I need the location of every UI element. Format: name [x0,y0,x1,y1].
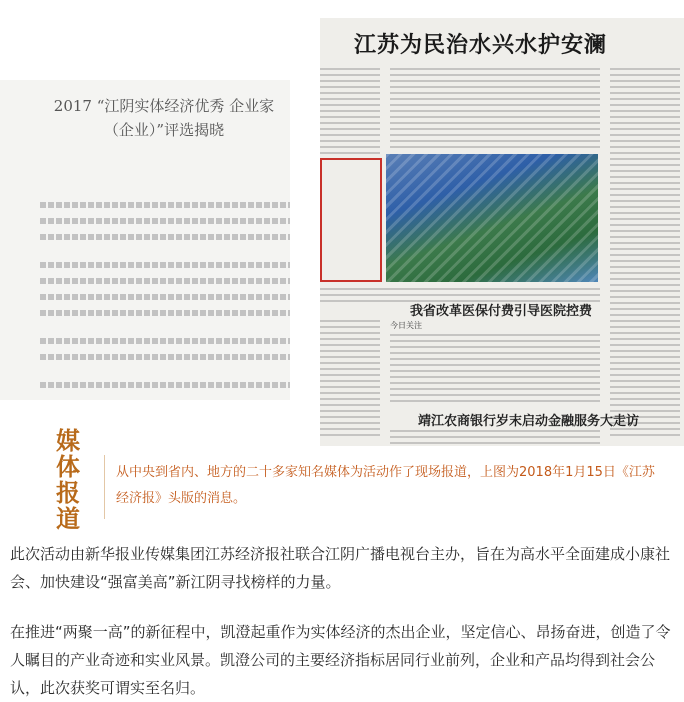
media-caption: 从中央到省内、地方的二十多家知名媒体为活动作了现场报道，上图为2018年1月15日《江苏经济报》头版的消息。 [116,465,655,506]
text-column [320,320,380,440]
front-page-subhead-1: 我省改革医保付费引导医院控费 [410,304,593,319]
text-line [40,382,290,388]
text-column [390,68,600,148]
body-paragraph-1: 此次活动由新华报业传媒集团江苏经济报社联合江阴广播电视台主办，旨在为高水平全面建成小康社会、加快建设“强富美高”新江阴寻找榜样的力量。 [10,545,671,591]
front-page-headline: 江苏为民治水兴水护安澜 [354,33,608,58]
front-page-subhead-2: 靖江农商银行岁末启动金融服务大走访 [418,414,640,429]
left-newspaper-clipping [0,80,290,400]
highlighted-article-box [320,158,382,282]
left-clipping-headline: 2017 “江阴实体经济优秀 企业家（企业）”评选揭晓 [53,97,275,139]
divider [104,455,105,519]
media-coverage-label: 媒体报道 [56,426,80,533]
text-column [390,334,600,404]
text-line [40,354,290,360]
text-column [320,68,380,158]
text-column [390,430,600,446]
text-column [610,68,680,438]
text-line [40,310,290,316]
text-line [40,234,290,240]
section-tag: 今日关注 [390,321,422,330]
text-line [40,202,290,208]
text-line [40,278,290,284]
body-paragraph-2: 在推进“两聚一高”的新征程中，凯澄起重作为实体经济的杰出企业，坚定信心、昂扬奋进，创造了令人瞩目的产业奇迹和实业风景。凯澄公司的主要经济指标居同行业前列，企业和产品均得到社会公认，此次获奖可谓实至名归。 [10,623,671,697]
text-line [40,338,290,344]
text-line [40,218,290,224]
text-line [40,262,290,268]
text-line [40,294,290,300]
newspaper-front-page [320,18,684,446]
solar-farm-photo [386,154,598,282]
